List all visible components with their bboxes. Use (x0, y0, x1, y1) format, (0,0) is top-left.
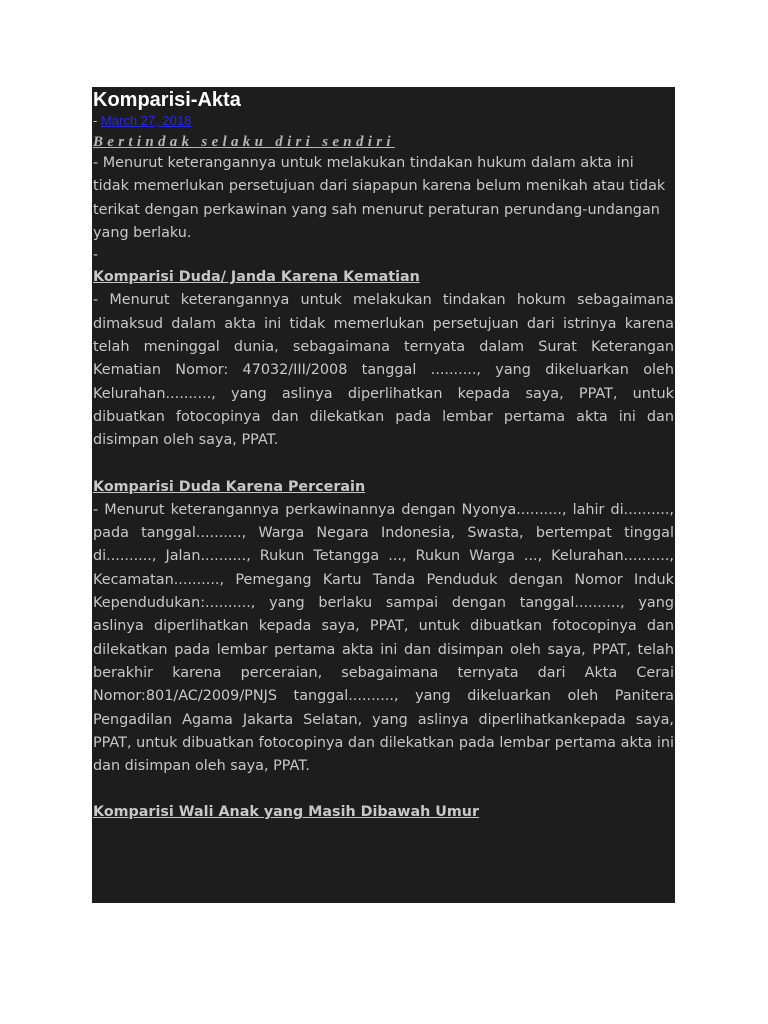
separator-dash: - (93, 247, 99, 264)
section-heading-diri-sendiri: Bertindak selaku diri sendiri (93, 134, 395, 150)
section-text-diri-sendiri: - Menurut keterangannya untuk melakukan tindakan hukum dalam akta ini tidak memerlukan persetujuan dari siapapun karena belum menikah atau tidak terikat dengan perkawinan yang sah menurut peraturan perundang-undangan yang berlaku. (93, 155, 666, 241)
section-heading-duda-janda: Komparisi Duda/ Janda Karena Kematian (93, 269, 420, 286)
section-text-duda-perceraian: - Menurut keterangannya perkawinannya dengan Nyonya.........., lahir di.........., pada tanggal.........., Warga Negara Indonesia, Swasta, bertempat tinggal di.........., Jalan.........., Rukun Tetangga ..., Rukun Warga ..., Kelurahan.........., Kecamatan.........., Pemegang Kartu Tanda Penduduk dengan Nomor Induk Kependudukan:.........., yang berlaku sampai dengan tanggal.........., yang aslinya diperlihatkan kepada saya, PPAT, untuk dibuatkan fotocopinya dan dilekatkan pada lembar pertama akta ini dan disimpan oleh saya, PPAT, telah berakhir karena perceraian, sebagaimana ternyata dari Akta Cerai Nomor:801/AC/2009/PNJS tanggal.........., yang dikeluarkan oleh Panitera Pengadilan Agama Jakarta Selatan, yang aslinya diperlihatkankepada saya, PPAT, untuk dibuatkan fotocopinya dan dilekatkan pada lembar pertama akta ini dan disimpan oleh saya, PPAT. (93, 501, 674, 775)
date-prefix: - (93, 113, 101, 128)
document-page (92, 87, 675, 903)
section-text-duda-janda: - Menurut keterangannya untuk melakukan tindakan hokum sebagaimana dimaksud dalam akta ini tidak memerlukan persetujuan dari istrinya karena telah meninggal dunia, sebagaimana ternyata dalam Surat Keterangan Kematian Nomor: 47032/III/2008 tanggal .........., yang dikeluarkan oleh Kelurahan.........., yang aslinya diperlihatkan kepada saya, PPAT, untuk dibuatkan fotocopinya dan dilekatkan pada lembar pertama akta ini dan disimpan oleh saya, PPAT. (93, 292, 674, 449)
post-date-link[interactable]: March 27, 2018 (100, 113, 192, 128)
section-heading-duda-perceraian: Komparisi Duda Karena Percerain (93, 478, 366, 495)
blank-line (93, 453, 674, 476)
blank-line (93, 778, 674, 801)
post-date-line (93, 113, 674, 129)
section-heading-wali-anak: Komparisi Wali Anak yang Masih Dibawah Umur (93, 804, 480, 821)
page-title: Komparisi-Akta (93, 89, 241, 111)
